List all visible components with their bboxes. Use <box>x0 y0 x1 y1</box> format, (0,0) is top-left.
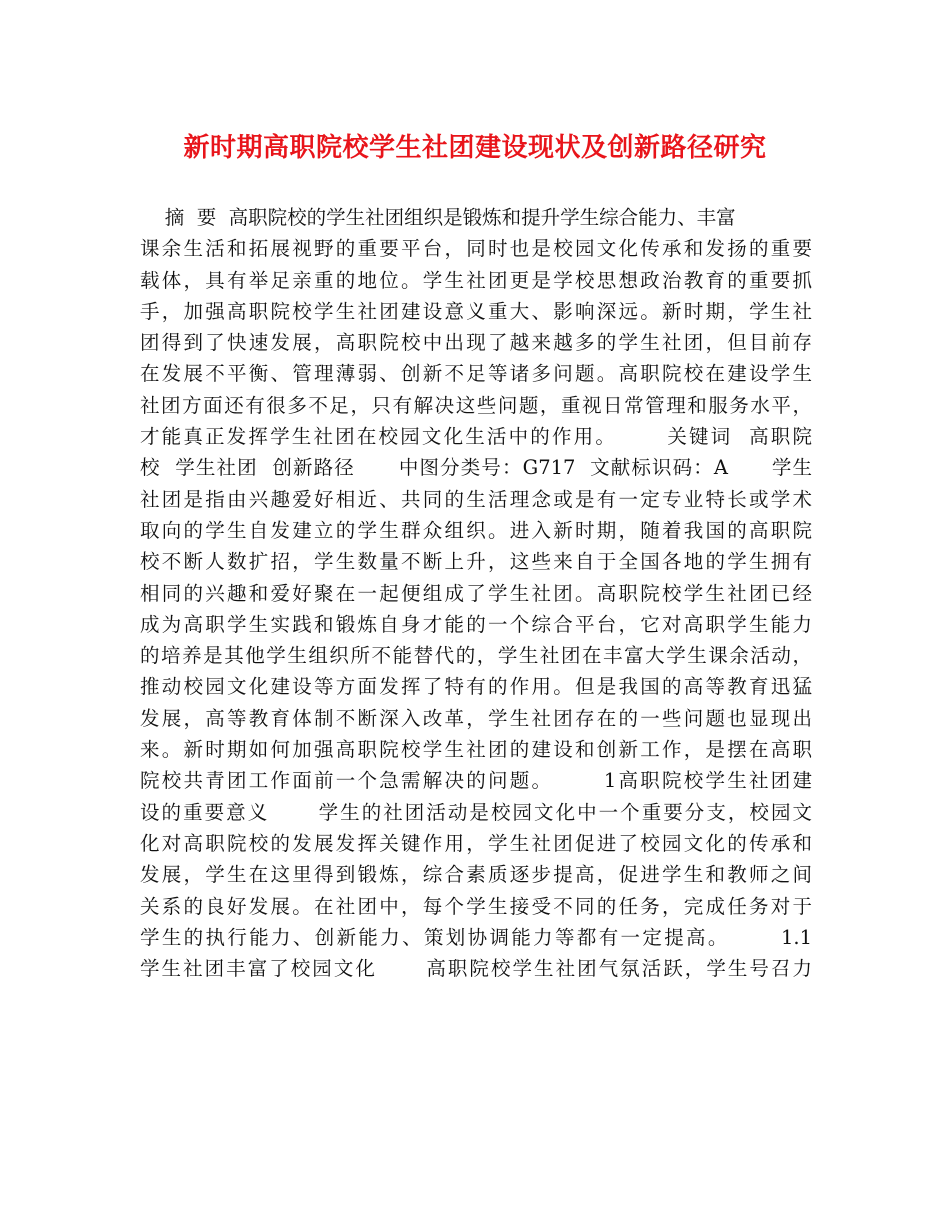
body-line: 设的重要意义 学生的社团活动是校园文化中一个重要分支，校园文 <box>140 800 812 824</box>
body-line: 校 学生社团 创新路径 中图分类号：G717 文献标识码：A 学生 <box>140 456 812 480</box>
body-line: 发展，高等教育体制不断深入改革，学生社团存在的一些问题也显现出 <box>140 706 812 730</box>
body-line: 相同的兴趣和爱好聚在一起便组成了学生社团。高职院校学生社团已经 <box>140 581 812 605</box>
body-line: 取向的学生自发建立的学生群众组织。进入新时期，随着我国的高职院 <box>140 518 812 542</box>
body-line: 校不断人数扩招，学生数量不断上升，这些来自于全国各地的学生拥有 <box>140 550 812 574</box>
body-line: 学生社团丰富了校园文化 高职院校学生社团气氛活跃，学生号召力 <box>140 957 812 981</box>
body-line: 推动校园文化建设等方面发挥了特有的作用。但是我国的高等教育迅猛 <box>140 675 812 699</box>
document-title: 新时期高职院校学生社团建设现状及创新路径研究 <box>183 133 767 163</box>
body-line: 院校共青团工作面前一个急需解决的问题。 1高职院校学生社团建 <box>140 769 812 793</box>
body-line: 摘 要 高职院校的学生社团组织是锻炼和提升学生综合能力、丰富 <box>140 206 736 229</box>
body-line: 社团是指由兴趣爱好相近、共同的生活理念或是有一定专业特长或学术 <box>140 487 812 511</box>
document-body <box>140 202 812 984</box>
body-line: 在发展不平衡、管理薄弱、创新不足等诸多问题。高职院校在建设学生 <box>140 362 812 386</box>
body-line: 关系的良好发展。在社团中，每个学生接受不同的任务，完成任务对于 <box>140 894 812 918</box>
body-line: 才能真正发挥学生社团在校园文化生活中的作用。 关键词 高职院 <box>140 425 812 449</box>
body-line: 化对高职院校的发展发挥关键作用，学生社团促进了校园文化的传承和 <box>140 831 812 855</box>
body-line: 手，加强高职院校学生社团建设意义重大、影响深远。新时期，学生社 <box>140 299 812 323</box>
body-line: 发展，学生在这里得到锻炼，综合素质逐步提高，促进学生和教师之间 <box>140 863 812 887</box>
body-line: 来。新时期如何加强高职院校学生社团的建设和创新工作，是摆在高职 <box>140 738 812 762</box>
body-line: 学生的执行能力、创新能力、策划协调能力等都有一定提高。 1.1 <box>140 925 812 949</box>
body-line: 团得到了快速发展，高职院校中出现了越来越多的学生社团，但目前存 <box>140 331 812 355</box>
body-line: 的培养是其他学生组织所不能替代的，学生社团在丰富大学生课余活动， <box>140 644 812 668</box>
body-line: 载体，具有举足亲重的地位。学生社团更是学校思想政治教育的重要抓 <box>140 268 812 292</box>
body-line: 成为高职学生实践和锻炼自身才能的一个综合平台，它对高职学生能力 <box>140 612 812 636</box>
body-line: 社团方面还有很多不足，只有解决这些问题，重视日常管理和服务水平， <box>140 393 812 417</box>
body-line: 课余生活和拓展视野的重要平台，同时也是校园文化传承和发扬的重要 <box>140 237 812 261</box>
